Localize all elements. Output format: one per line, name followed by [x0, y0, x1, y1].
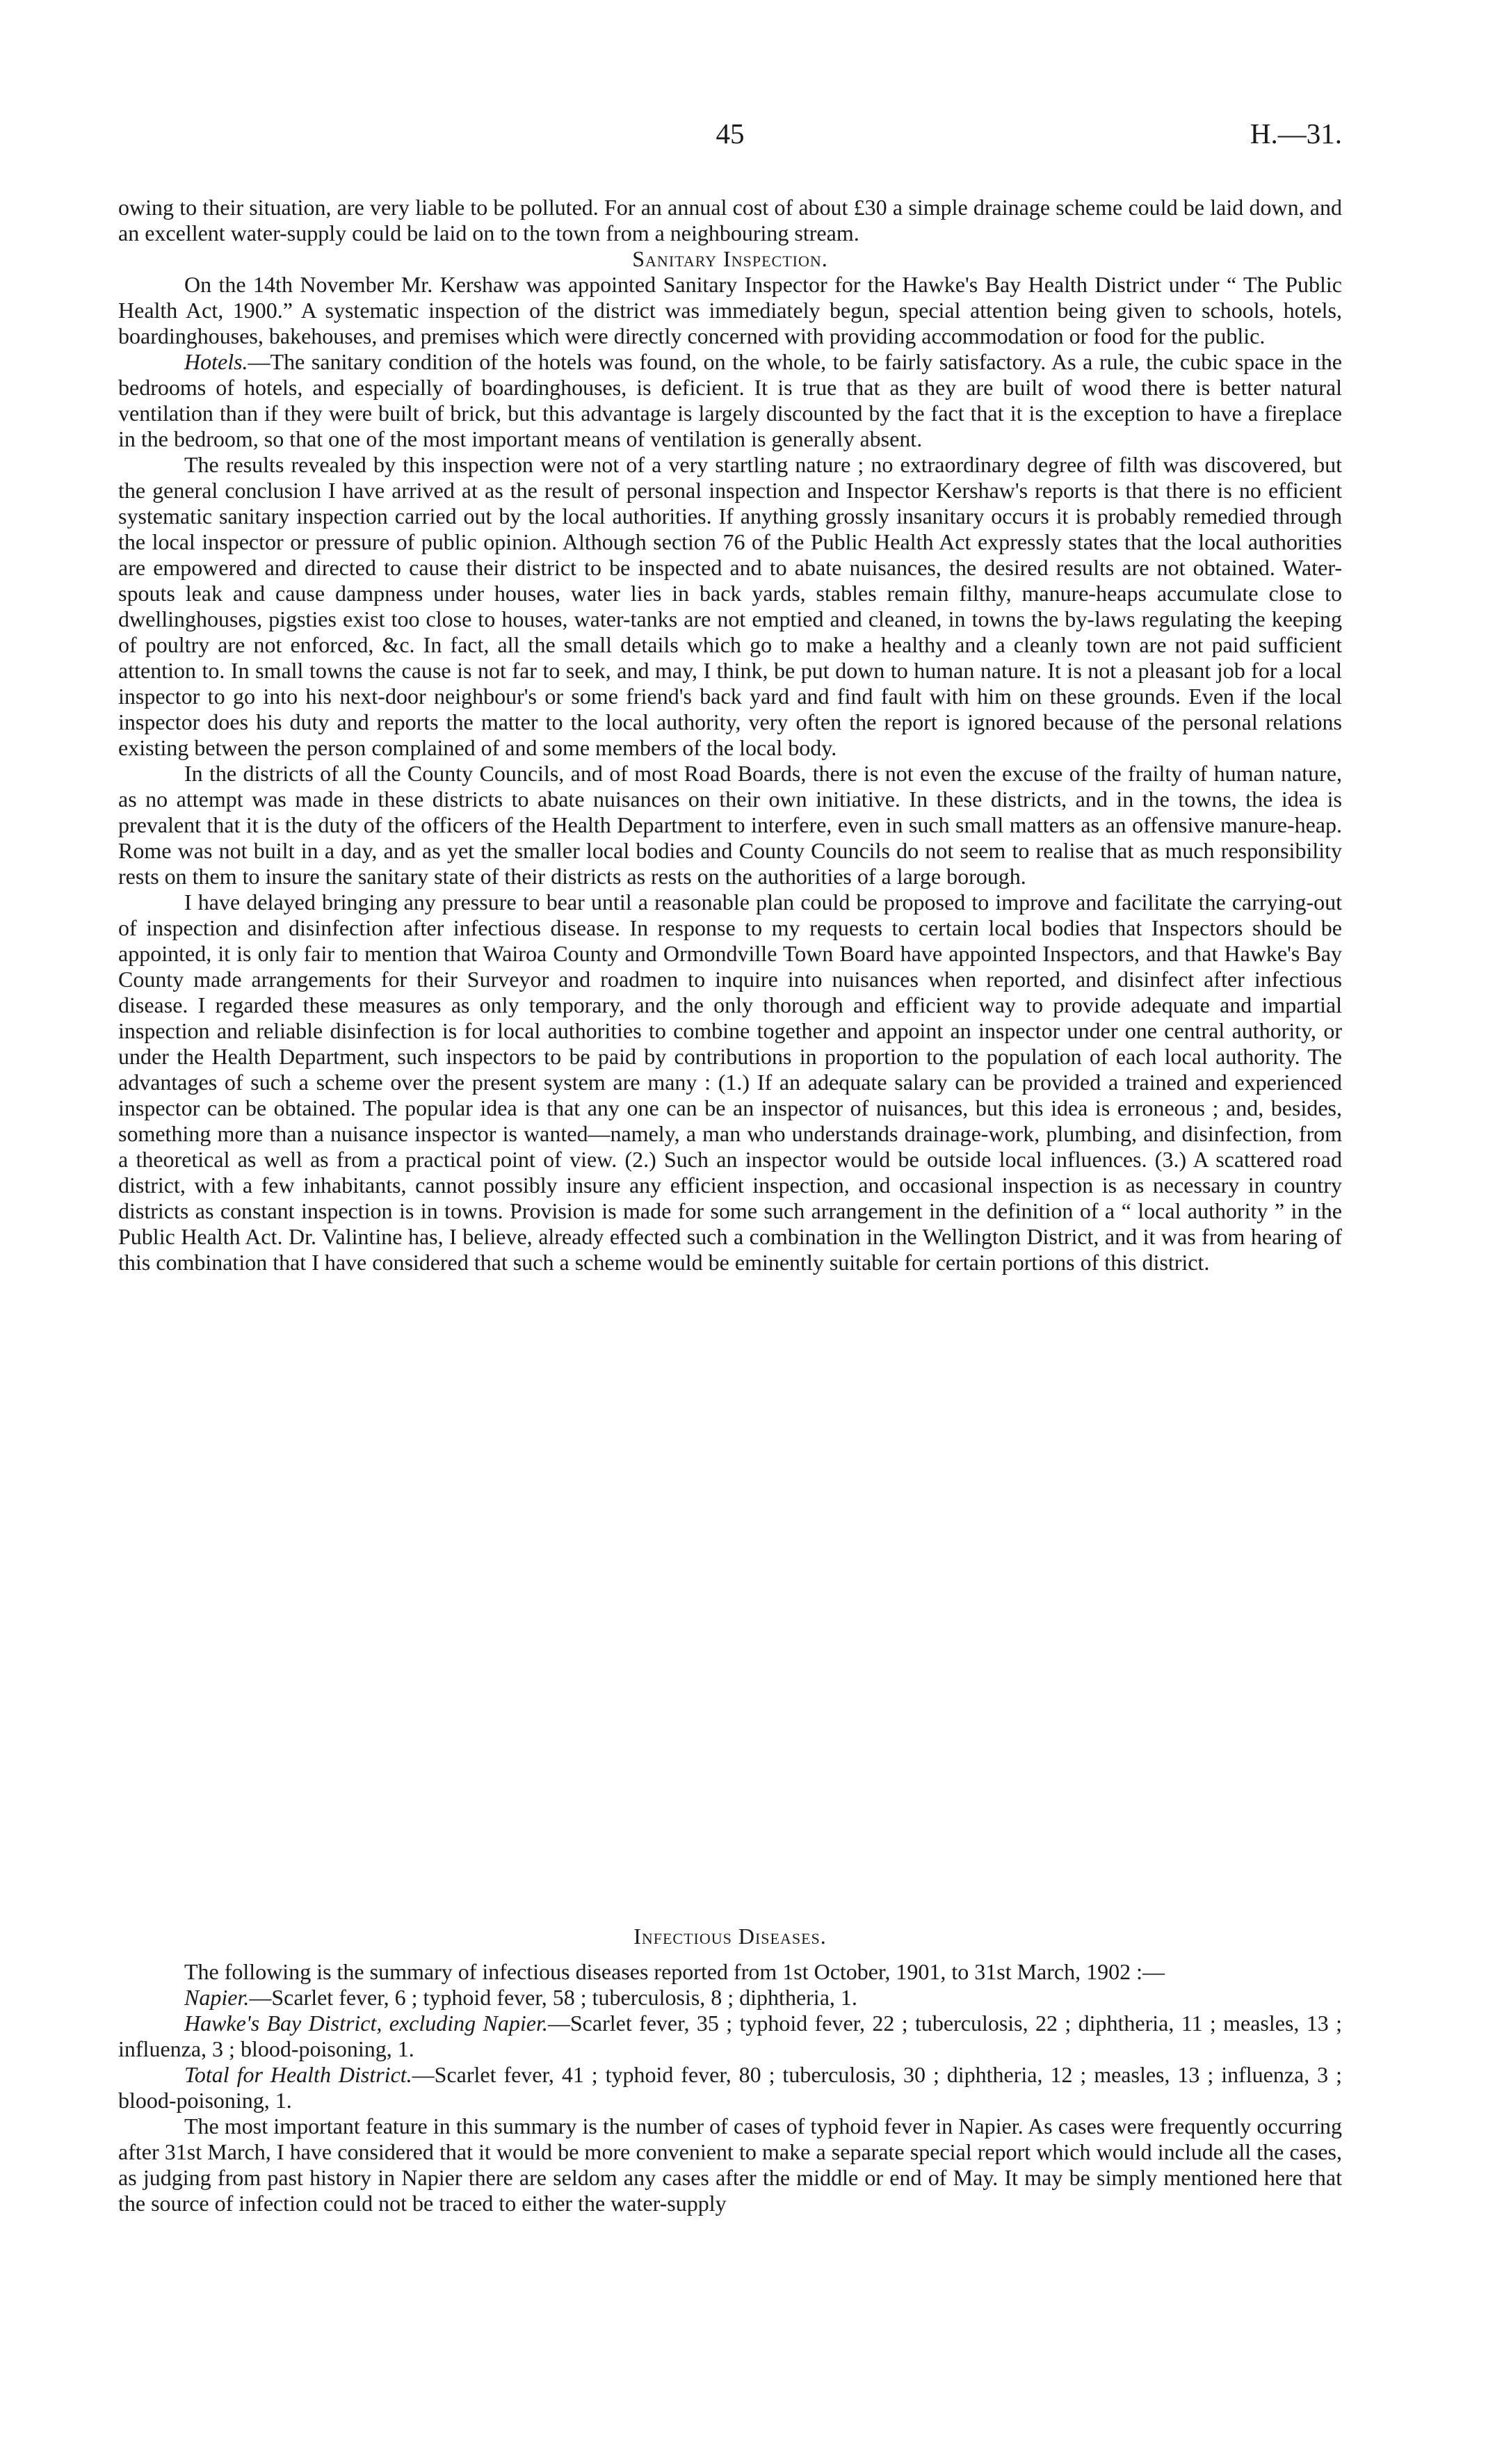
document-reference: H.—31.	[1250, 118, 1342, 150]
running-head	[118, 117, 1342, 159]
section-heading-infectious-diseases: Infectious Diseases.	[633, 1924, 827, 1949]
paragraph-hotels	[118, 349, 1342, 452]
napier-label: Napier.	[184, 1985, 250, 2010]
paragraph-napier	[118, 1985, 1342, 2011]
paragraph-appointment: On the 14th November Mr. Kershaw was appointed Sanitary Inspector for the Hawke's Bay Health District under “ The Public Health Act, 1900.” A systematic inspection of the district was immediately begun, special attention being given to schools, hotels, boardinghouses, bakehouses, and premises which were directly concerned with providing accommodation or food for the public.	[118, 272, 1342, 348]
spacer	[118, 1949, 1342, 1959]
paragraph-proposal: I have delayed bringing any pressure to bear until a reasonable plan could be proposed to improve and facilitate the carrying-out of inspection and disinfection after infectious disease. In response to my requests to certain local bodies that Inspectors should be appointed, it is only fair to mention that Wairoa County and Ormondville Town Board have appointed Inspectors, and that Hawke's Bay County made arrangements for their Surveyor and roadmen to inquire into nuisances when reported, and disinfect after infectious disease. I regarded these measures as only temporary, and the only thorough and efficient way to provide adequate and impartial inspection and reliable disinfection is for local authorities to combine together and appoint an inspector under one central authority, or under the Health Department, such inspectors to be paid by contributions in proportion to the population of each local authority. The advantages of such a scheme over the present system are many : (1.) If an adequate salary can be provided a trained and experienced inspector can be obtained. The popular idea is that any one can be an inspector of nuisances, but this idea is erroneous ; and, besides, something more than a nuisance inspector is wanted—namely, a man who understands drainage-work, plumbing, and disinfection, from a theoretical as well as from a practical point of view. (2.) Such an inspector would be outside local influences. (3.) A scattered road district, with a few inhabitants, cannot possibly insure any efficient inspection, and occasional inspection is as necessary in country districts as constant inspection is in towns. Provision is made for some such arrangement in the definition of a “ local authority ” in the Public Health Act. Dr. Valintine has, I believe, already effected such a combination in the Wellington District, and it was from hearing of this combination that I have considered that such a scheme would be eminently suitable for certain portions of this district.	[118, 889, 1342, 1275]
total-label: Total for Health District.	[184, 2062, 412, 2087]
paragraph-typhoid-napier: The most important feature in this summary is the number of cases of typhoid fever in Napier. As cases were frequently occurring after 31st March, I have considered that it would be more convenient to make a separate special report which would include all the cases, as judging from past history in Napier there are seldom any cases after the middle or end of May. It may be simply mentioned here that the source of infection could not be traced to either the water-supply	[118, 2113, 1342, 2216]
hawkes-bay-text: —Scarlet fever, 35 ; typhoid fever, 22 ; tuberculosis, 22 ; diphtheria, 11 ; measles, 13 ; influenza, 3 ; blood-poisoning, 1.	[118, 2011, 1343, 2061]
total-text: —Scarlet fever, 41 ; typhoid fever, 80 ; tuberculosis, 30 ; diphtheria, 12 ; measles, 13 ; influenza, 3 ; blood-poisoning, 1.	[118, 2062, 1343, 2113]
section-heading-sanitary-inspection: Sanitary Inspection.	[632, 246, 828, 271]
paragraph-summary-intro: The following is the summary of infectious diseases reported from 1st October, 1901, to 31st March, 1902 :—	[184, 1959, 1165, 1984]
main-text	[118, 195, 1342, 1275]
continuation-paragraph: owing to their situation, are very liable to be polluted. For an annual cost of about £30 a simple drainage scheme could be laid down, and an excellent water-supply could be laid on to the town from a neighbouring stream.	[118, 195, 1342, 245]
paragraph-total	[118, 2062, 1342, 2113]
infectious-diseases-section	[118, 1924, 1342, 2216]
paragraph-hawkes-bay	[118, 2011, 1342, 2062]
hotels-label: Hotels.	[184, 349, 248, 374]
page-number: 45	[716, 118, 745, 150]
napier-text: —Scarlet fever, 6 ; typhoid fever, 58 ; tuberculosis, 8 ; diphtheria, 1.	[249, 1985, 857, 2010]
hawkes-bay-label: Hawke's Bay District, excluding Napier.	[184, 2011, 548, 2036]
paragraph-county-councils: In the districts of all the County Councils, and of most Road Boards, there is not even the excuse of the frailty of human nature, as no attempt was made in these districts to abate nuisances on their own initiative. In these districts, and in the towns, the idea is prevalent that it is the duty of the officers of the Health Department to interfere, even in such small matters as an offensive manure-heap. Rome was not built in a day, and as yet the smaller local bodies and County Councils do not seem to realise that as much responsibility rests on them to insure the sanitary state of their districts as rests on the authorities of a large borough.	[118, 761, 1342, 889]
hotels-text: —The sanitary condition of the hotels was found, on the whole, to be fairly satisfactory. As a rule, the cubic space in the bedrooms of hotels, and especially of boardinghouses, is deficient. It is true that as they are built of wood there is better natural ventilation than if they were built of brick, but this advantage is largely discounted by the fact that it is the exception to have a fireplace in the bedroom, so that one of the most important means of ventilation is generally absent.	[118, 349, 1342, 451]
paragraph-results: The results revealed by this inspection were not of a very startling nature ; no extraordinary degree of filth was discovered, but the general conclusion I have arrived at as the result of personal inspection and Inspector Kershaw's reports is that there is no efficient systematic sanitary inspection carried out by the local authorities. If anything grossly insanitary occurs it is probably remedied through the local inspector or pressure of public opinion. Although section 76 of the Public Health Act expressly states that the local authorities are empowered and directed to cause their district to be inspected and to abate nuisances, the desired results are not obtained. Water-spouts leak and cause dampness under houses, water lies in back yards, stables remain filthy, manure-heaps accumulate close to dwellinghouses, pigsties exist too close to houses, water-tanks are not emptied and cleaned, in towns the by-laws regulating the keeping of poultry are not enforced, &c. In fact, all the small details which go to make a healthy and a cleanly town are not paid sufficient attention to. In small towns the cause is not far to seek, and may, I think, be put down to human nature. It is not a pleasant job for a local inspector to go into his next-door neighbour's or some friend's back yard and find fault with him on these grounds. Even if the local inspector does his duty and reports the matter to the local authority, very often the report is ignored because of the personal relations existing between the person complained of and some members of the local body.	[118, 452, 1342, 760]
